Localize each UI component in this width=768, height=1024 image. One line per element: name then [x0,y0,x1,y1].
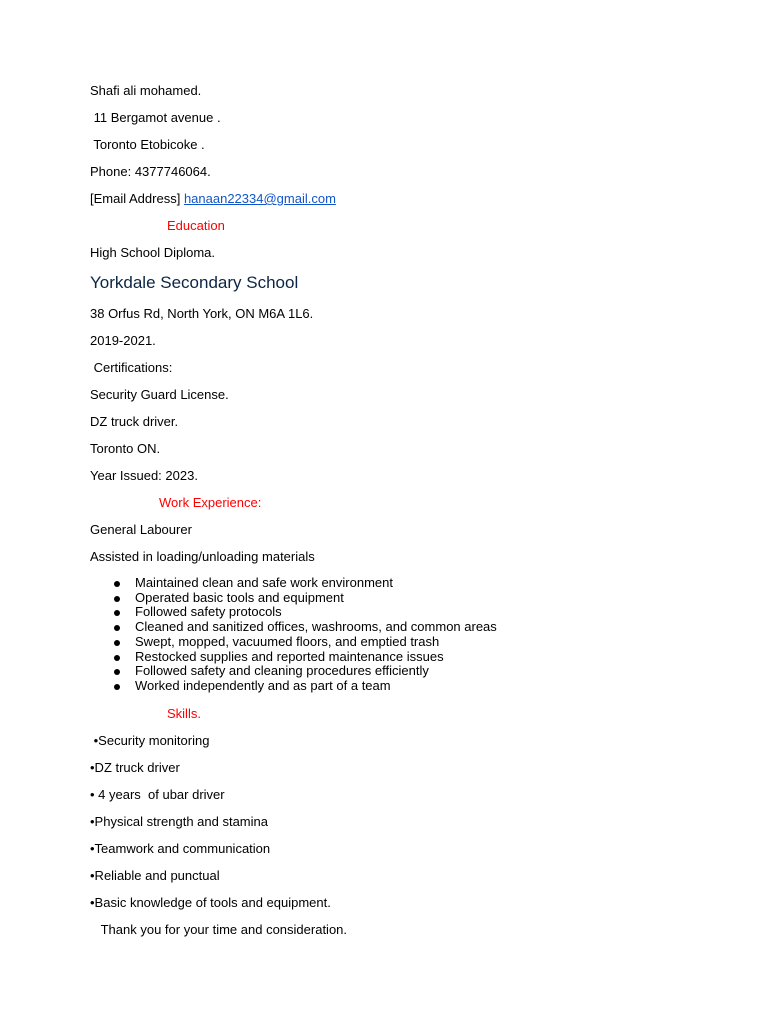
skill-item: • 4 years of ubar driver [90,787,225,802]
bullet-icon [114,684,120,690]
duty-text: Swept, mopped, vacuumed floors, and emptied trash [135,633,440,649]
skill-item: •Teamwork and communication [90,841,271,856]
education-diploma: High School Diploma. [90,245,216,260]
duty-text: Cleaned and sanitized offices, washrooms, and common areas [135,619,497,635]
education-years: 2019-2021. [90,333,156,348]
job-duties-list [90,576,690,694]
list-item [90,620,690,635]
duty-text: Followed safety and cleaning procedures efficiently [135,663,429,679]
contact-city: Toronto Etobicoke . [90,137,205,152]
email-label: [Email Address] [90,191,184,206]
school-address: 38 Orfus Rd, North York, ON M6A 1L6. [90,306,314,321]
job-title: General Labourer [90,522,192,537]
contact-email-line [90,191,336,207]
skill-item: •Reliable and punctual [90,868,220,883]
list-item [90,664,690,679]
contact-name: Shafi ali mohamed. [90,83,202,98]
bullet-icon [114,610,120,616]
skill-item: •DZ truck driver [90,760,180,775]
bullet-icon [114,640,120,646]
school-name: Yorkdale Secondary School [90,273,299,292]
contact-phone: Phone: 4377746064. [90,164,211,179]
bullet-icon [114,655,120,661]
skill-item: •Basic knowledge of tools and equipment. [90,895,331,910]
certification-item: Year Issued: 2023. [90,468,198,483]
duty-text: Restocked supplies and reported maintenance issues [135,648,444,664]
skill-item: •Physical strength and stamina [90,814,268,829]
email-link[interactable]: hanaan22334@gmail.com [183,191,336,206]
bullet-icon [114,625,120,631]
certifications-heading: Certifications: [90,360,173,375]
list-item [90,635,690,650]
certification-item: Security Guard License. [90,387,229,402]
work-experience-heading: Work Experience: [159,495,262,510]
contact-street: 11 Bergamot avenue . [90,110,221,125]
certification-item: Toronto ON. [90,441,161,456]
list-item [90,679,690,694]
skills-heading: Skills. [167,706,201,721]
list-item [90,576,690,591]
job-summary: Assisted in loading/unloading materials [90,549,315,564]
duty-text: Followed safety protocols [135,604,282,620]
certification-item: DZ truck driver. [90,414,179,429]
list-item [90,605,690,620]
bullet-icon [114,596,120,602]
closing-line: Thank you for your time and consideration. [90,922,348,937]
skill-item: •Security monitoring [90,733,210,748]
duty-text: Operated basic tools and equipment [135,589,344,605]
education-heading: Education [167,218,225,233]
duty-text: Maintained clean and safe work environment [135,575,393,590]
duty-text: Worked independently and as part of a team [135,677,391,693]
list-item [90,650,690,665]
list-item [90,591,690,606]
bullet-icon [114,581,120,587]
bullet-icon [114,669,120,675]
